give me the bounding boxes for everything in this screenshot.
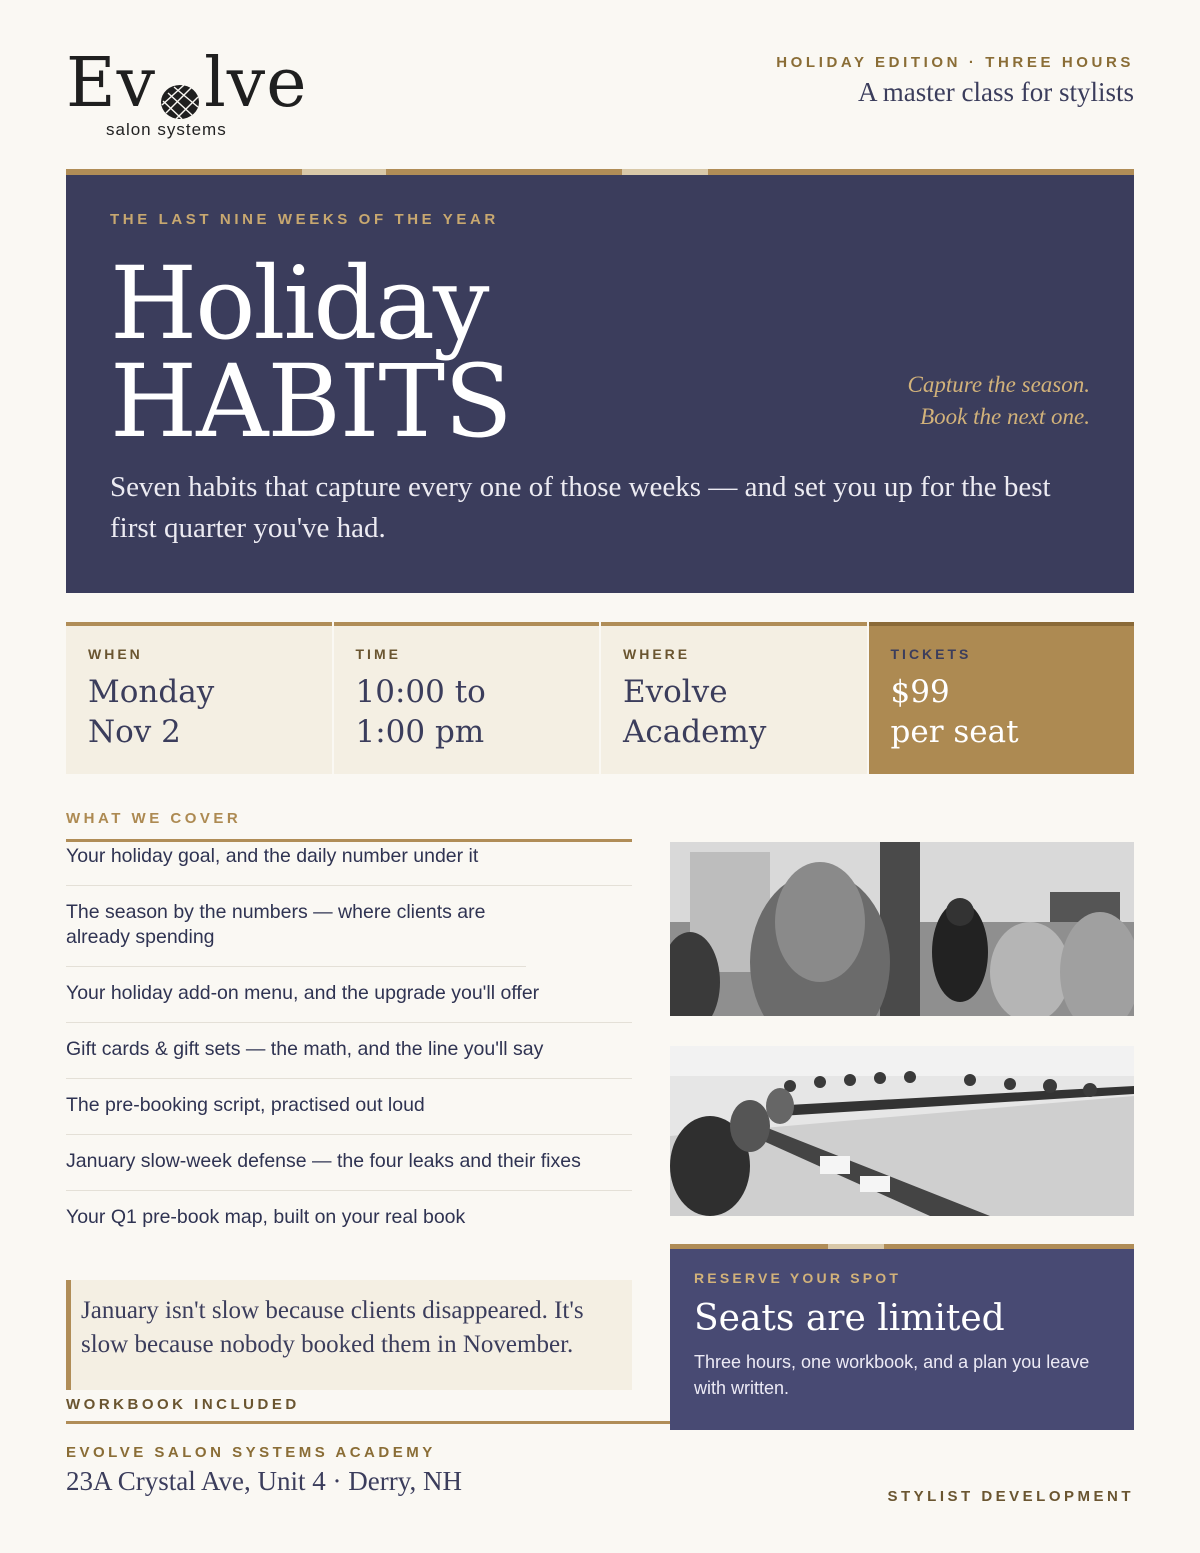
- logo-wordmark: Ev lve: [66, 44, 308, 123]
- globe-icon: [158, 65, 202, 109]
- pull-quote: January isn't slow because clients disappeared. It's slow because nobody booked them in November.: [66, 1280, 632, 1390]
- hero-title-line2: HABITS: [110, 343, 512, 460]
- hero-eyebrow: THE LAST NINE WEEKS OF THE YEAR: [110, 211, 499, 228]
- event-details: [66, 622, 1134, 774]
- class-photo-1: [670, 842, 1134, 1016]
- hero-banner: [66, 169, 1134, 593]
- detail-when: WHEN Monday Nov 2: [66, 622, 332, 774]
- list-item: Your Q1 pre-book map, built on your real book: [66, 1206, 466, 1228]
- header-tagline: A master class for stylists: [858, 77, 1134, 107]
- reserve-top-rule: [670, 1244, 1134, 1249]
- reserve-eyebrow: RESERVE YOUR SPOT: [694, 1270, 902, 1286]
- evolve-logo: [66, 44, 308, 148]
- page-header: [66, 44, 1134, 148]
- workbook-label: WORKBOOK INCLUDED: [66, 1396, 670, 1424]
- hero-top-rule: [66, 169, 1134, 175]
- cover-list: [66, 842, 632, 1246]
- edition-eyebrow: HOLIDAY EDITION · THREE HOURS: [776, 54, 1134, 71]
- logo-subtitle: salon systems: [106, 120, 227, 139]
- list-item: The pre-booking script, practised out loud: [66, 1091, 632, 1135]
- list-item: The season by the numbers — where clients are already spending: [66, 898, 526, 967]
- reserve-title: Seats are limited: [694, 1298, 1005, 1339]
- hero-quote: Capture the season. Book the next one.: [907, 372, 1090, 429]
- detail-where: WHERE Evolve Academy: [601, 622, 867, 774]
- reserve-panel: [670, 1244, 1134, 1430]
- list-item: Gift cards & gift sets — the math, and the line you'll say: [66, 1035, 632, 1079]
- header-meta: [776, 54, 1134, 108]
- footer-address: 23A Crystal Ave, Unit 4 · Derry, NH: [66, 1466, 462, 1496]
- footer-tag: STYLIST DEVELOPMENT: [887, 1488, 1134, 1505]
- hero-title-line1: Holiday: [110, 245, 488, 362]
- list-item: Your holiday goal, and the daily number under it: [66, 842, 632, 886]
- reserve-text: Three hours, one workbook, and a plan you leave with written.: [694, 1352, 1090, 1398]
- list-item: January slow-week defense — the four leaks and their fixes: [66, 1147, 632, 1191]
- hero-title: [110, 245, 512, 460]
- footer-academy-name: EVOLVE SALON SYSTEMS ACADEMY: [66, 1444, 436, 1461]
- what-we-cover: [66, 810, 632, 1258]
- cover-heading: WHAT WE COVER: [66, 810, 632, 842]
- detail-time: TIME 10:00 to 1:00 pm: [334, 622, 600, 774]
- list-item: Your holiday add-on menu, and the upgrade you'll offer: [66, 979, 632, 1023]
- detail-tickets: TICKETS $99 per seat: [869, 622, 1135, 774]
- class-photo-2: [670, 1046, 1134, 1216]
- hero-subtitle: Seven habits that capture every one of those weeks — and set you up for the best first quarter you've had.: [110, 471, 1051, 544]
